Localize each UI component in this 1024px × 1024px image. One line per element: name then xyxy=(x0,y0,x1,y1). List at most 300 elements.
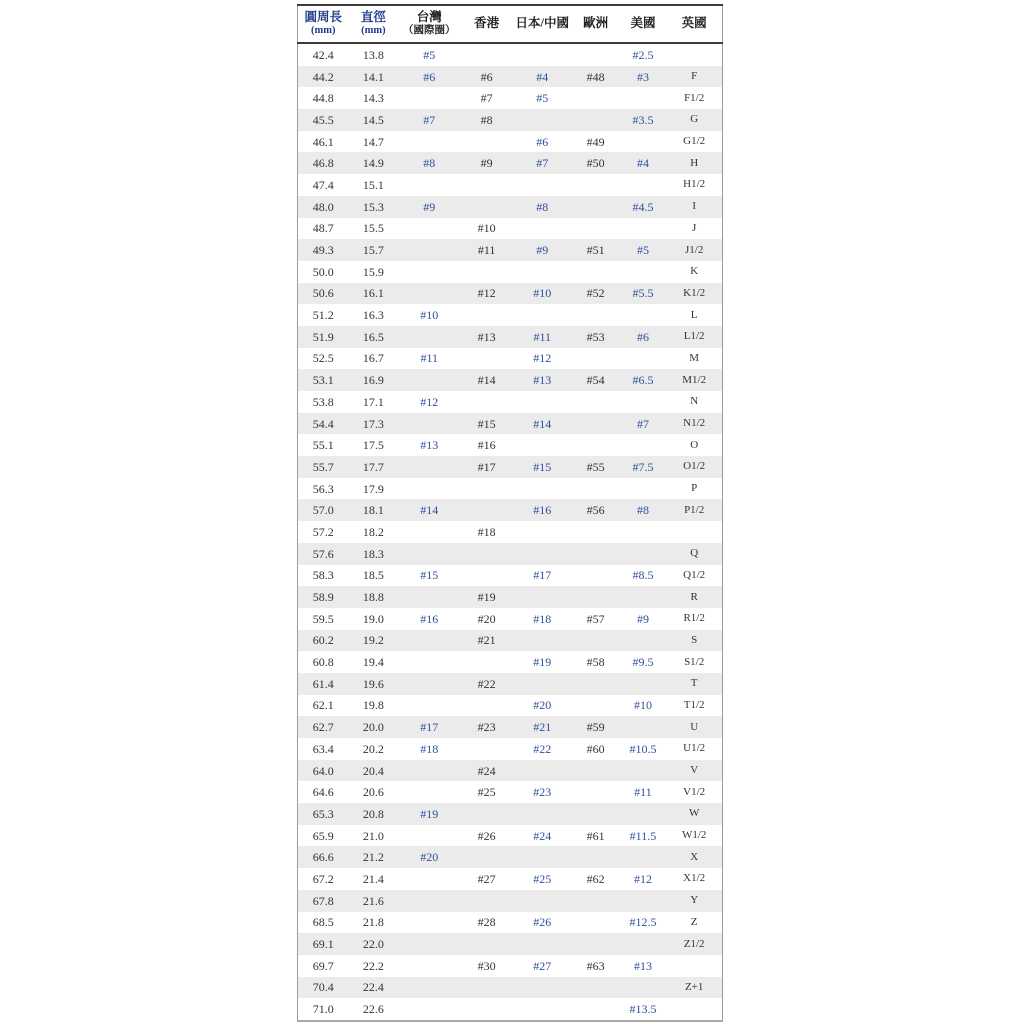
table-row xyxy=(298,283,723,305)
cell-taiwan xyxy=(398,695,460,717)
cell-hongkong xyxy=(460,651,513,673)
cell-hongkong: #27 xyxy=(477,871,496,886)
cell-circumference-mm: 58.9 xyxy=(312,590,334,605)
cell-usa: #12 xyxy=(633,871,652,886)
cell-uk: U1/2 xyxy=(683,742,706,755)
cell-uk: S1/2 xyxy=(684,655,705,668)
cell-japan-china xyxy=(513,521,572,543)
column-header-label: 日本/中國 xyxy=(515,16,569,31)
cell-uk: V1/2 xyxy=(683,785,706,798)
cell-circumference-mm: 58.3 xyxy=(312,568,334,583)
cell-hongkong: #25 xyxy=(477,785,496,800)
cell-circumference-mm: 61.4 xyxy=(312,676,334,691)
cell-diameter-mm: 15.9 xyxy=(362,264,384,279)
cell-circumference-mm: 60.2 xyxy=(312,633,334,648)
cell-taiwan xyxy=(398,543,460,565)
cell-circumference-mm: 68.5 xyxy=(312,915,334,930)
cell-japan-china: #4 xyxy=(536,69,549,84)
cell-circumference-mm: 65.3 xyxy=(312,806,334,821)
cell-circumference-mm: 69.7 xyxy=(312,958,334,973)
cell-diameter-mm: 22.6 xyxy=(362,1002,384,1017)
cell-taiwan: #11 xyxy=(420,351,438,366)
cell-taiwan xyxy=(398,630,460,652)
cell-usa xyxy=(620,304,667,326)
cell-usa: #3.5 xyxy=(632,112,654,127)
cell-circumference-mm: 64.0 xyxy=(312,763,334,778)
cell-europe xyxy=(572,846,620,868)
cell-taiwan xyxy=(398,998,460,1021)
cell-uk: T1/2 xyxy=(683,698,705,711)
cell-uk: Z xyxy=(690,915,698,928)
cell-europe xyxy=(572,109,620,131)
cell-hongkong xyxy=(460,803,513,825)
table-row xyxy=(298,868,723,890)
cell-circumference-mm: 64.6 xyxy=(312,785,334,800)
cell-japan-china: #7 xyxy=(536,156,549,171)
cell-europe: #60 xyxy=(586,741,605,756)
cell-uk: X xyxy=(690,850,699,863)
cell-taiwan xyxy=(398,413,460,435)
table-row xyxy=(298,695,723,717)
cell-hongkong: #9 xyxy=(480,156,493,171)
cell-europe xyxy=(572,912,620,934)
cell-hongkong xyxy=(460,695,513,717)
cell-hongkong xyxy=(460,131,513,153)
table-header xyxy=(298,5,723,43)
cell-diameter-mm: 18.8 xyxy=(362,590,384,605)
cell-taiwan xyxy=(398,283,460,305)
column-header-uk xyxy=(666,5,722,43)
cell-usa xyxy=(620,521,667,543)
cell-taiwan xyxy=(398,781,460,803)
cell-uk: P1/2 xyxy=(684,503,705,516)
cell-taiwan xyxy=(398,760,460,782)
cell-japan-china xyxy=(513,890,572,912)
cell-hongkong xyxy=(460,391,513,413)
table-row xyxy=(298,781,723,803)
table-row xyxy=(298,348,723,370)
cell-europe: #53 xyxy=(586,329,605,344)
cell-usa xyxy=(620,131,667,153)
cell-europe xyxy=(572,478,620,500)
cell-europe: #50 xyxy=(586,156,605,171)
cell-japan-china: #10 xyxy=(533,286,552,301)
column-header-sublabel: (mm) xyxy=(361,24,386,36)
cell-japan-china: #22 xyxy=(533,741,552,756)
cell-taiwan xyxy=(398,131,460,153)
cell-uk: F1/2 xyxy=(684,91,705,104)
cell-diameter-mm: 18.3 xyxy=(362,546,384,561)
cell-uk: J xyxy=(692,221,697,234)
cell-taiwan: #16 xyxy=(420,611,439,626)
cell-diameter-mm: 15.3 xyxy=(362,199,384,214)
cell-japan-china: #27 xyxy=(533,958,552,973)
cell-japan-china xyxy=(513,218,572,240)
cell-diameter-mm: 15.1 xyxy=(362,177,384,192)
cell-hongkong: #30 xyxy=(477,958,496,973)
column-header-usa xyxy=(620,5,667,43)
cell-uk: N1/2 xyxy=(683,417,706,430)
cell-taiwan: #19 xyxy=(420,806,439,821)
cell-taiwan: #8 xyxy=(423,156,436,171)
cell-uk: Q1/2 xyxy=(683,568,706,581)
cell-hongkong: #16 xyxy=(477,438,496,453)
cell-usa xyxy=(620,890,667,912)
cell-usa: #5.5 xyxy=(632,286,654,301)
cell-diameter-mm: 19.8 xyxy=(362,698,384,713)
cell-usa: #13.5 xyxy=(629,1002,657,1017)
cell-circumference-mm: 69.1 xyxy=(312,937,334,952)
cell-diameter-mm: 17.3 xyxy=(362,416,384,431)
cell-taiwan: #14 xyxy=(420,503,439,518)
table-row xyxy=(298,651,723,673)
cell-usa: #11 xyxy=(634,785,652,800)
table-row xyxy=(298,933,723,955)
cell-hongkong: #14 xyxy=(477,373,496,388)
cell-taiwan xyxy=(398,933,460,955)
cell-uk: F xyxy=(691,70,698,83)
column-header-label: 英國 xyxy=(681,16,707,31)
cell-hongkong: #18 xyxy=(477,524,496,539)
table-row xyxy=(298,174,723,196)
cell-usa: #5 xyxy=(636,243,649,258)
cell-uk: W1/2 xyxy=(681,829,707,842)
cell-diameter-mm: 18.5 xyxy=(362,568,384,583)
column-header-sublabel: （國際圈） xyxy=(402,24,456,36)
cell-circumference-mm: 59.5 xyxy=(312,611,334,626)
table-row xyxy=(298,586,723,608)
table-row xyxy=(298,131,723,153)
cell-japan-china xyxy=(513,391,572,413)
cell-europe xyxy=(572,565,620,587)
cell-europe xyxy=(572,391,620,413)
cell-circumference-mm: 56.3 xyxy=(312,481,334,496)
cell-japan-china: #18 xyxy=(533,611,552,626)
cell-japan-china xyxy=(513,998,572,1021)
cell-diameter-mm: 20.8 xyxy=(362,806,384,821)
cell-europe xyxy=(572,998,620,1021)
cell-diameter-mm: 22.0 xyxy=(362,937,384,952)
cell-europe xyxy=(572,174,620,196)
cell-circumference-mm: 50.0 xyxy=(312,264,334,279)
cell-circumference-mm: 54.4 xyxy=(312,416,334,431)
cell-europe xyxy=(572,434,620,456)
cell-taiwan: #5 xyxy=(423,47,436,62)
cell-usa xyxy=(620,478,667,500)
column-header-sublabel: (mm) xyxy=(310,24,336,36)
cell-uk: H xyxy=(690,156,699,169)
cell-circumference-mm: 70.4 xyxy=(312,980,334,995)
cell-circumference-mm: 44.8 xyxy=(312,91,334,106)
column-header-hongkong xyxy=(460,5,513,43)
cell-uk xyxy=(666,955,722,977)
cell-uk: Z1/2 xyxy=(683,937,705,950)
cell-hongkong: #21 xyxy=(477,633,496,648)
cell-usa: #10 xyxy=(633,698,652,713)
table-row xyxy=(298,738,723,760)
cell-japan-china xyxy=(513,543,572,565)
cell-diameter-mm: 15.7 xyxy=(362,243,384,258)
cell-diameter-mm: 14.9 xyxy=(362,156,384,171)
column-header-circumference-mm xyxy=(298,5,349,43)
cell-taiwan xyxy=(398,912,460,934)
cell-japan-china: #19 xyxy=(533,655,552,670)
cell-japan-china xyxy=(513,109,572,131)
cell-taiwan: #7 xyxy=(423,112,436,127)
table-row xyxy=(298,391,723,413)
cell-hongkong: #28 xyxy=(477,915,496,930)
cell-usa xyxy=(620,391,667,413)
column-header-label: 台灣 xyxy=(416,10,442,25)
cell-diameter-mm: 15.5 xyxy=(362,221,384,236)
cell-europe: #54 xyxy=(586,373,605,388)
cell-circumference-mm: 44.2 xyxy=(312,69,334,84)
cell-circumference-mm: 55.7 xyxy=(312,459,334,474)
column-header-europe xyxy=(572,5,620,43)
cell-hongkong: #17 xyxy=(477,459,496,474)
cell-hongkong xyxy=(460,846,513,868)
cell-uk: O1/2 xyxy=(683,460,706,473)
table-row xyxy=(298,218,723,240)
cell-circumference-mm: 48.0 xyxy=(312,199,334,214)
cell-japan-china xyxy=(513,478,572,500)
cell-taiwan xyxy=(398,239,460,261)
cell-taiwan: #10 xyxy=(420,308,439,323)
cell-usa: #6.5 xyxy=(632,373,654,388)
cell-europe xyxy=(572,43,620,66)
table-row xyxy=(298,673,723,695)
cell-circumference-mm: 57.6 xyxy=(312,546,334,561)
cell-hongkong xyxy=(460,890,513,912)
cell-usa: #11.5 xyxy=(629,828,657,843)
cell-uk: H1/2 xyxy=(683,178,706,191)
cell-diameter-mm: 14.1 xyxy=(362,69,384,84)
cell-circumference-mm: 52.5 xyxy=(312,351,334,366)
cell-uk: G xyxy=(690,113,699,126)
cell-europe xyxy=(572,760,620,782)
cell-japan-china xyxy=(513,174,572,196)
cell-uk: R xyxy=(690,590,698,603)
table-row xyxy=(298,977,723,999)
cell-japan-china xyxy=(513,977,572,999)
cell-usa xyxy=(620,348,667,370)
cell-hongkong xyxy=(460,933,513,955)
cell-diameter-mm: 21.0 xyxy=(362,828,384,843)
table-row xyxy=(298,565,723,587)
cell-circumference-mm: 53.8 xyxy=(312,394,334,409)
cell-japan-china xyxy=(513,933,572,955)
cell-diameter-mm: 17.1 xyxy=(362,394,384,409)
cell-hongkong: #10 xyxy=(477,221,496,236)
cell-europe xyxy=(572,196,620,218)
cell-japan-china: #23 xyxy=(533,785,552,800)
table-row xyxy=(298,478,723,500)
cell-hongkong: #8 xyxy=(480,112,493,127)
table-row xyxy=(298,521,723,543)
cell-usa: #9.5 xyxy=(632,655,654,670)
cell-usa xyxy=(620,803,667,825)
cell-hongkong xyxy=(460,977,513,999)
cell-europe xyxy=(572,348,620,370)
cell-hongkong: #20 xyxy=(477,611,496,626)
table-row xyxy=(298,434,723,456)
cell-circumference-mm: 46.8 xyxy=(312,156,334,171)
cell-diameter-mm: 17.9 xyxy=(362,481,384,496)
cell-uk: K1/2 xyxy=(683,286,706,299)
cell-uk: W xyxy=(688,807,700,820)
cell-taiwan: #17 xyxy=(420,720,439,735)
cell-uk: I xyxy=(692,200,696,213)
table-row xyxy=(298,196,723,218)
cell-europe xyxy=(572,261,620,283)
cell-hongkong xyxy=(460,565,513,587)
cell-japan-china: #26 xyxy=(533,915,552,930)
cell-japan-china xyxy=(513,304,572,326)
cell-hongkong: #6 xyxy=(480,69,493,84)
cell-usa xyxy=(620,673,667,695)
cell-japan-china xyxy=(513,803,572,825)
cell-diameter-mm: 17.7 xyxy=(362,459,384,474)
cell-taiwan xyxy=(398,478,460,500)
cell-diameter-mm: 21.6 xyxy=(362,893,384,908)
cell-europe xyxy=(572,218,620,240)
cell-usa xyxy=(620,630,667,652)
cell-europe xyxy=(572,695,620,717)
cell-usa xyxy=(620,543,667,565)
cell-japan-china: #9 xyxy=(536,243,549,258)
cell-europe: #61 xyxy=(586,828,605,843)
cell-usa xyxy=(620,760,667,782)
cell-hongkong xyxy=(460,499,513,521)
cell-uk: N xyxy=(690,395,699,408)
cell-circumference-mm: 47.4 xyxy=(312,177,334,192)
cell-hongkong xyxy=(460,304,513,326)
cell-japan-china: #8 xyxy=(536,199,549,214)
cell-uk xyxy=(666,998,722,1021)
cell-uk: P xyxy=(691,482,698,495)
cell-taiwan xyxy=(398,87,460,109)
cell-japan-china xyxy=(513,434,572,456)
cell-circumference-mm: 49.3 xyxy=(312,243,334,258)
cell-europe xyxy=(572,543,620,565)
cell-usa: #3 xyxy=(636,69,649,84)
cell-hongkong xyxy=(460,543,513,565)
cell-uk xyxy=(666,521,722,543)
column-header-diameter-mm xyxy=(348,5,398,43)
cell-hongkong: #12 xyxy=(477,286,496,301)
ring-size-conversion-table xyxy=(297,4,723,1022)
cell-circumference-mm: 50.6 xyxy=(312,286,334,301)
cell-japan-china: #25 xyxy=(533,871,552,886)
cell-diameter-mm: 16.9 xyxy=(362,373,384,388)
column-header-label: 直徑 xyxy=(360,10,386,25)
cell-europe: #59 xyxy=(586,720,605,735)
cell-japan-china: #13 xyxy=(533,373,552,388)
cell-japan-china: #16 xyxy=(533,503,552,518)
cell-europe xyxy=(572,673,620,695)
table-row xyxy=(298,630,723,652)
cell-usa: #8.5 xyxy=(632,568,654,583)
cell-usa xyxy=(620,586,667,608)
cell-japan-china: #14 xyxy=(533,416,552,431)
cell-uk: S xyxy=(691,633,698,646)
cell-europe: #57 xyxy=(586,611,605,626)
cell-japan-china xyxy=(513,261,572,283)
cell-diameter-mm: 16.7 xyxy=(362,351,384,366)
cell-japan-china: #21 xyxy=(533,720,552,735)
table-row xyxy=(298,239,723,261)
cell-hongkong xyxy=(460,43,513,66)
cell-usa xyxy=(620,218,667,240)
cell-diameter-mm: 20.4 xyxy=(362,763,384,778)
table-row xyxy=(298,261,723,283)
cell-taiwan xyxy=(398,326,460,348)
cell-taiwan: #20 xyxy=(420,850,439,865)
cell-circumference-mm: 42.4 xyxy=(312,47,334,62)
cell-hongkong xyxy=(460,348,513,370)
cell-taiwan xyxy=(398,890,460,912)
cell-circumference-mm: 60.8 xyxy=(312,655,334,670)
cell-usa xyxy=(620,716,667,738)
cell-hongkong: #19 xyxy=(477,590,496,605)
cell-circumference-mm: 62.7 xyxy=(312,720,334,735)
cell-europe xyxy=(572,781,620,803)
cell-taiwan xyxy=(398,174,460,196)
cell-japan-china: #12 xyxy=(533,351,552,366)
cell-diameter-mm: 22.4 xyxy=(362,980,384,995)
cell-hongkong: #11 xyxy=(477,243,496,258)
cell-europe: #51 xyxy=(586,243,605,258)
cell-uk: X1/2 xyxy=(683,872,706,885)
cell-diameter-mm: 19.2 xyxy=(362,633,384,648)
table-row xyxy=(298,955,723,977)
cell-diameter-mm: 20.2 xyxy=(362,741,384,756)
cell-taiwan: #15 xyxy=(420,568,439,583)
cell-japan-china: #5 xyxy=(536,91,549,106)
cell-diameter-mm: 21.2 xyxy=(362,850,384,865)
table-row xyxy=(298,109,723,131)
cell-diameter-mm: 14.5 xyxy=(362,112,384,127)
cell-usa xyxy=(620,174,667,196)
cell-usa xyxy=(620,87,667,109)
cell-uk: T xyxy=(690,677,698,690)
cell-japan-china xyxy=(513,673,572,695)
cell-uk: R1/2 xyxy=(683,612,705,625)
cell-hongkong xyxy=(460,261,513,283)
cell-europe: #52 xyxy=(586,286,605,301)
cell-diameter-mm: 19.4 xyxy=(362,655,384,670)
cell-usa xyxy=(620,261,667,283)
cell-europe: #49 xyxy=(586,134,605,149)
cell-taiwan: #12 xyxy=(420,394,439,409)
cell-europe xyxy=(572,890,620,912)
cell-europe xyxy=(572,933,620,955)
cell-uk: J1/2 xyxy=(684,243,704,256)
cell-diameter-mm: 20.6 xyxy=(362,785,384,800)
cell-hongkong xyxy=(460,196,513,218)
cell-europe xyxy=(572,87,620,109)
cell-usa xyxy=(620,977,667,999)
cell-usa: #2.5 xyxy=(632,47,654,62)
table-row xyxy=(298,43,723,66)
cell-diameter-mm: 21.8 xyxy=(362,915,384,930)
cell-hongkong: #24 xyxy=(477,763,496,778)
cell-japan-china xyxy=(513,43,572,66)
cell-europe xyxy=(572,586,620,608)
cell-circumference-mm: 45.5 xyxy=(312,112,334,127)
table-row xyxy=(298,543,723,565)
cell-japan-china xyxy=(513,586,572,608)
